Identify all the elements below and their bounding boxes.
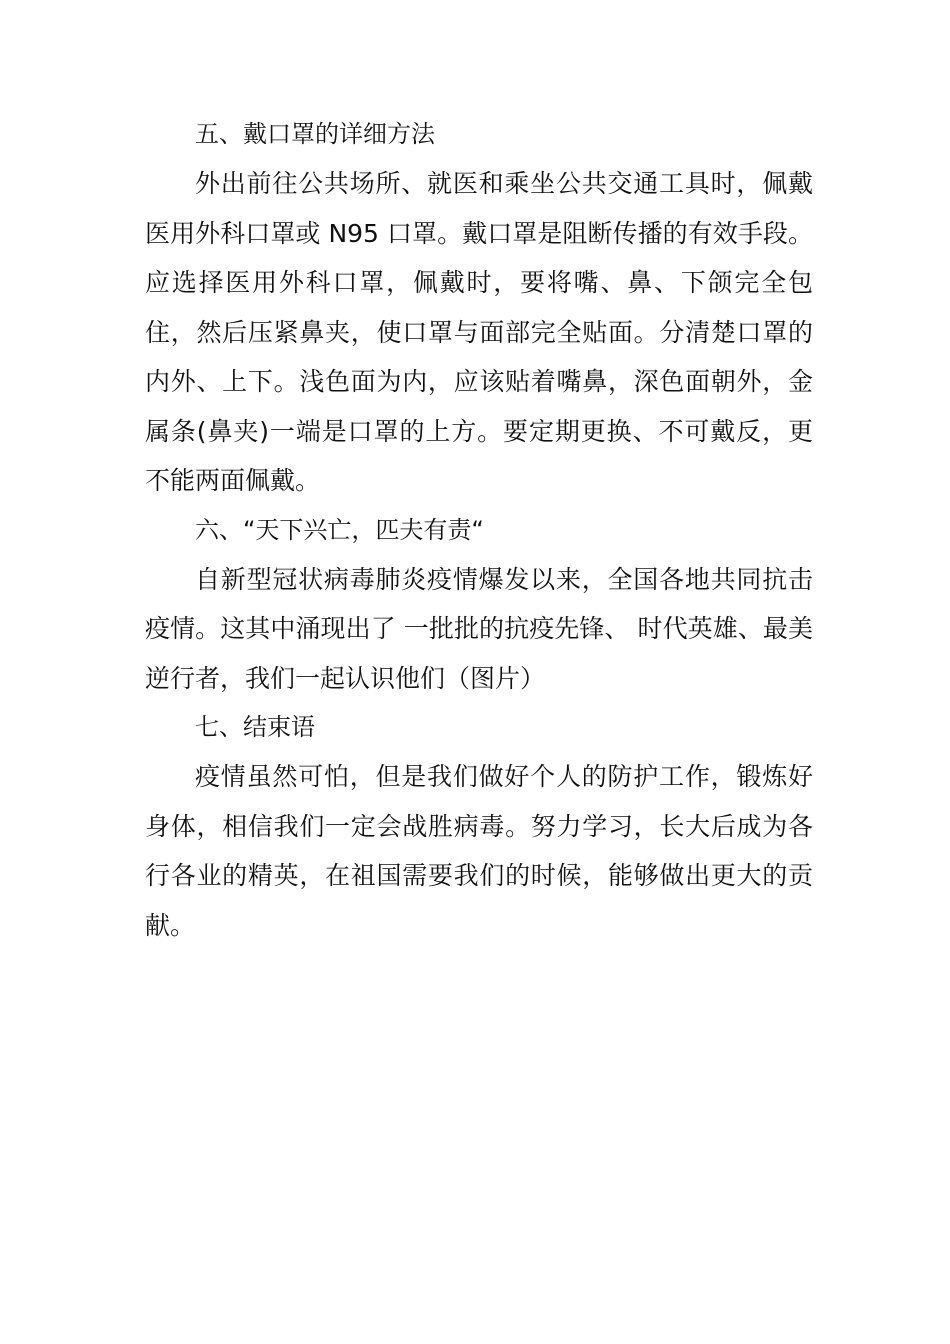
section-paragraph: 疫情虽然可怕，但是我们做好个人的防护工作，锻炼好身体，相信我们一定会战胜病毒。努力学习，长大后成为各行各业的精英，在祖国需要我们的时候，能够做出更大的贡献。 (145, 762, 813, 940)
section-heading: 五、戴口罩的详细方法 (195, 120, 435, 148)
section-heading: 七、结束语 (195, 713, 315, 741)
section-seven (145, 703, 813, 950)
section-six (145, 506, 813, 704)
section-paragraph: 外出前往公共场所、就医和乘坐公共交通工具时，佩戴医用外科口罩或 N95 口罩。戴口罩是阻断传播的有效手段。应选择医用外科口罩，佩戴时，要将嘴、鼻、下颌完全包住，然后压紧鼻夹，使口罩与面部完全贴面。分清楚口罩的内外、上下。浅色面为内，应该贴着嘴鼻，深色面朝外，金属条(鼻夹)一端是口罩的上方。要定期更换、不可戴反，更不能两面佩戴。 (145, 169, 813, 495)
section-five (145, 110, 813, 506)
document-content (145, 110, 813, 950)
section-heading: 六、“天下兴亡，匹夫有责“ (195, 515, 484, 544)
section-paragraph: 自新型冠状病毒肺炎疫情爆发以来，全国各地共同抗击疫情。这其中涌现出了 一批批的抗疫先锋、 时代英雄、最美逆行者，我们一起认识他们（图片） (145, 564, 813, 693)
